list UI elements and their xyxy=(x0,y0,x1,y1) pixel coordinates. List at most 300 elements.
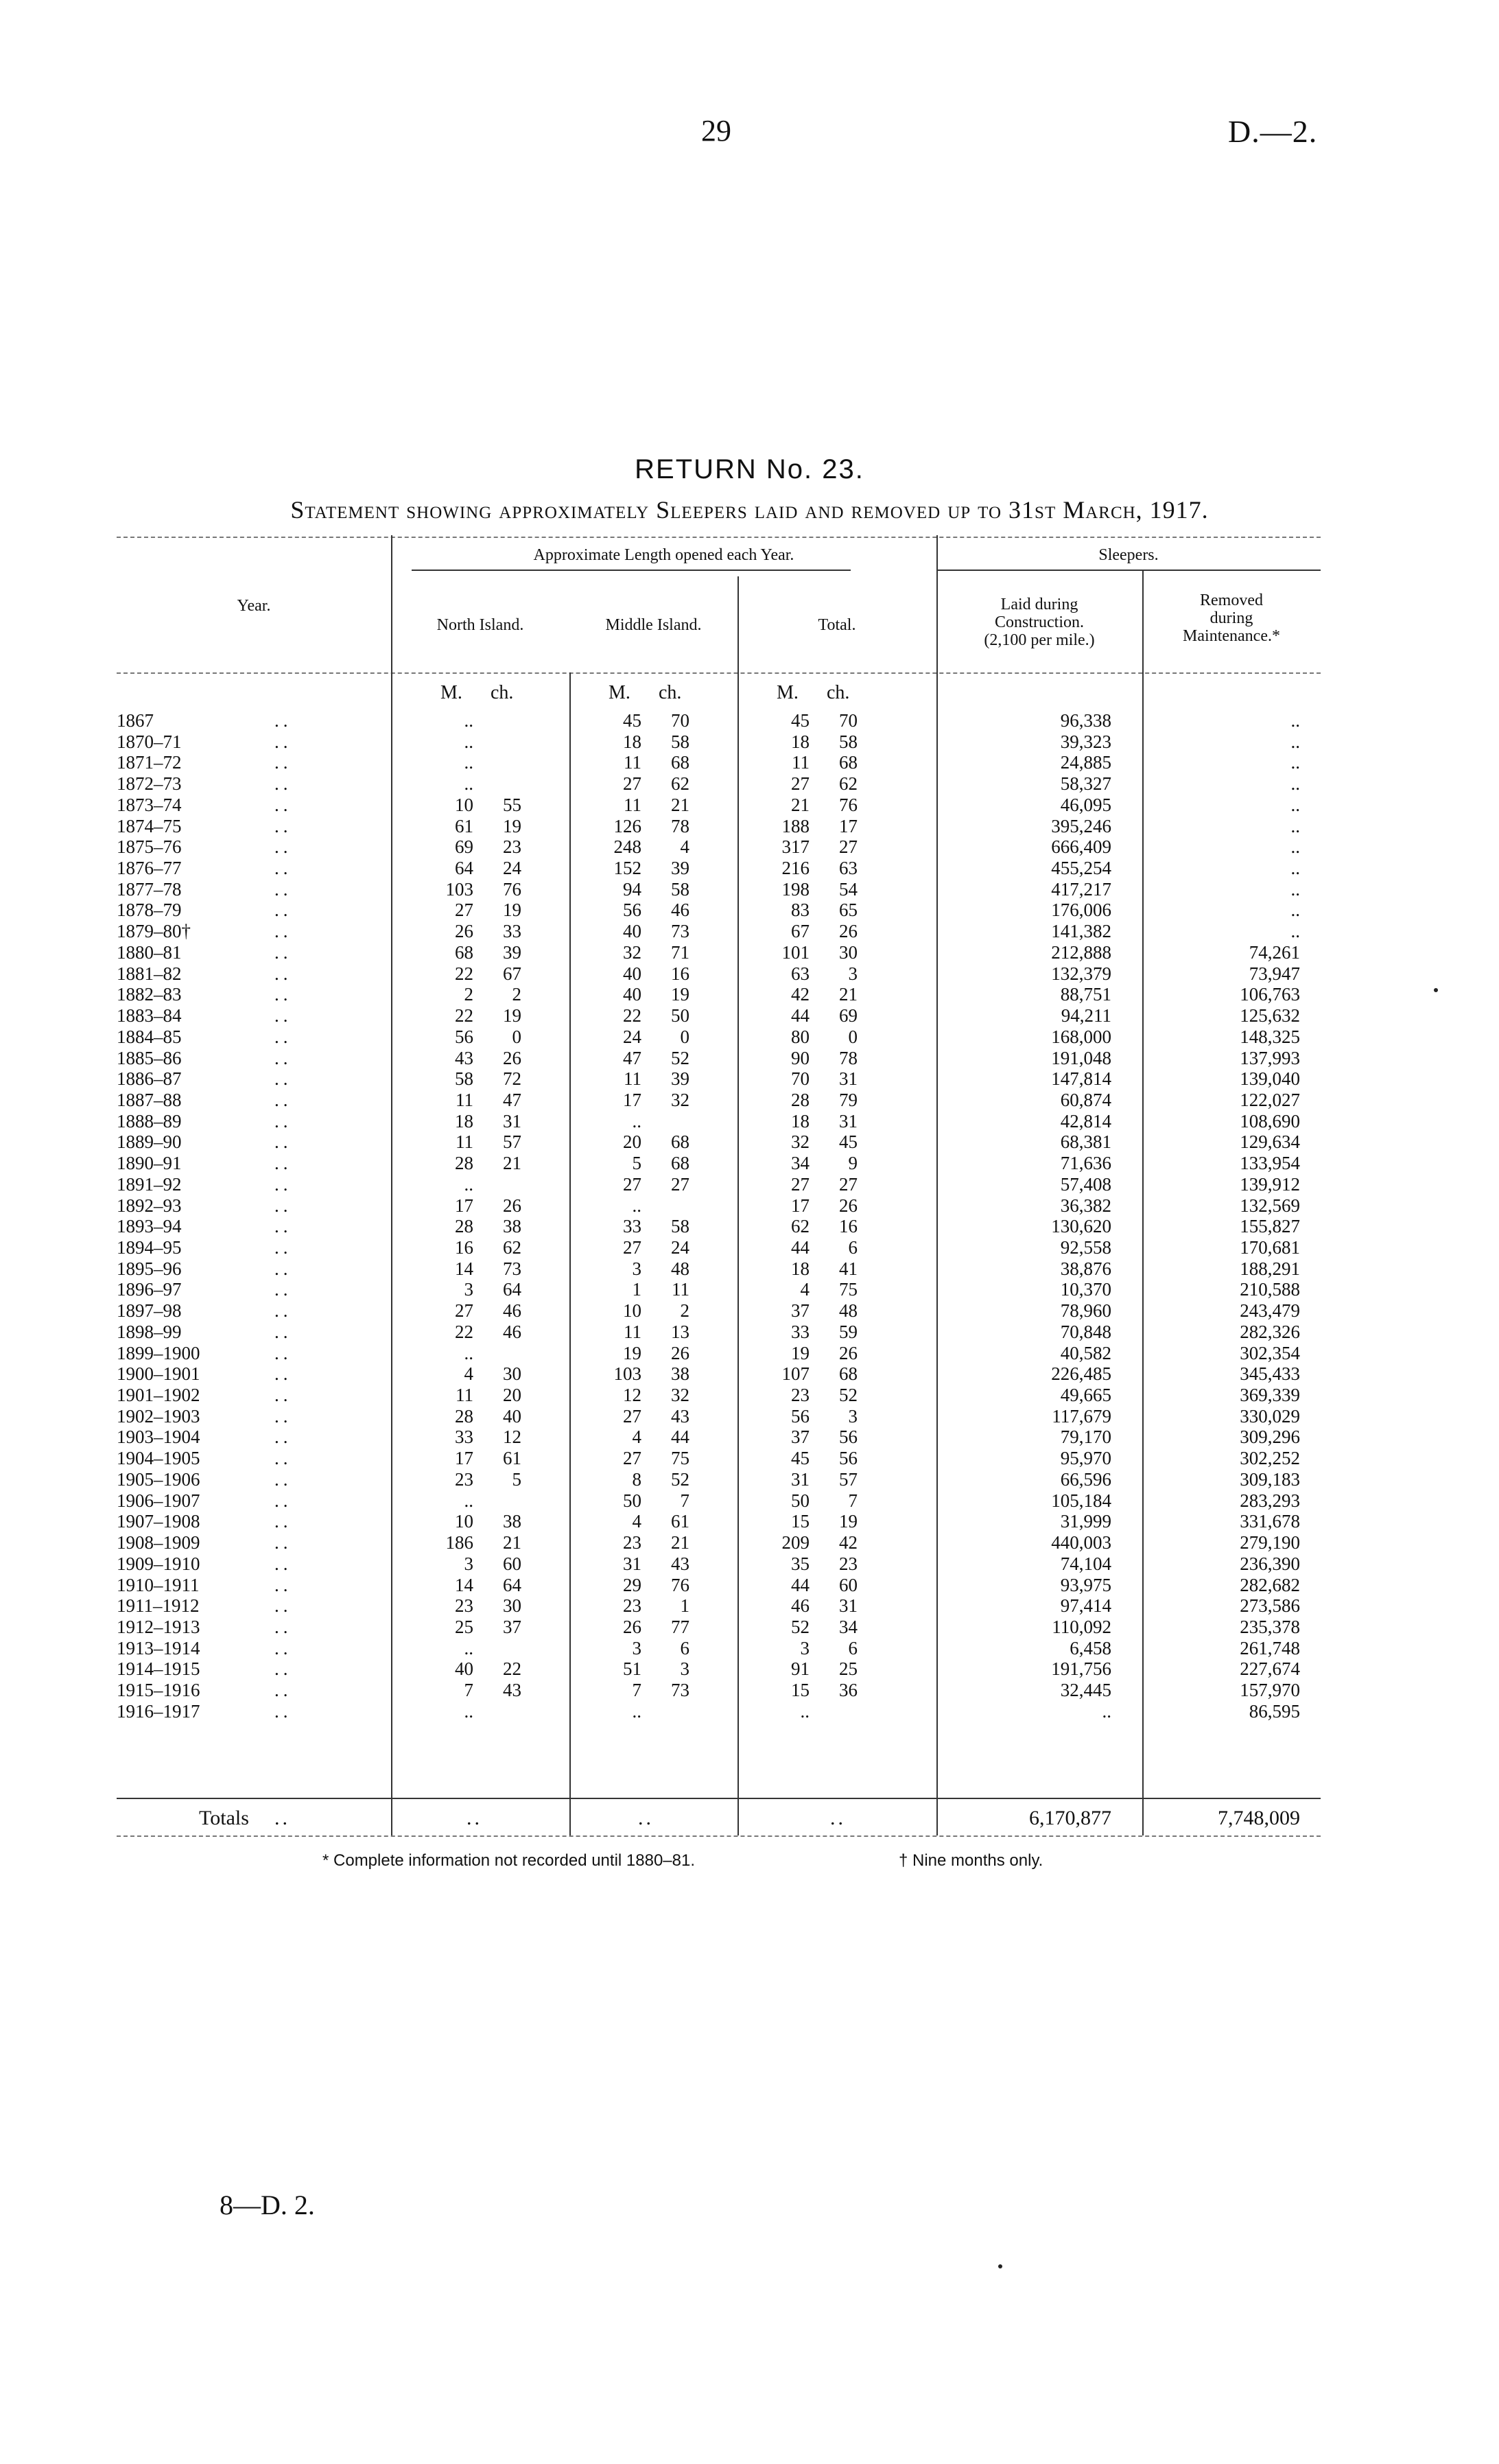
cell-tc: 57 xyxy=(839,1468,858,1490)
cell-tc: 31 xyxy=(839,1068,858,1090)
cell-y: 1897–98 xyxy=(117,1300,182,1322)
cell-nm: .. xyxy=(464,1342,473,1363)
cell-mc: 61 xyxy=(671,1511,689,1532)
cell-mm: 40 xyxy=(623,921,641,942)
cell-y: 1888–89 xyxy=(117,1110,182,1131)
cell-nc: 5 xyxy=(512,1468,521,1490)
cell-rem: .. xyxy=(1290,710,1300,731)
cell-tm: 11 xyxy=(792,752,810,773)
cell-rem: 282,326 xyxy=(1240,1321,1300,1342)
cell-laid: 78,960 xyxy=(1060,1300,1111,1322)
cell-tc: 52 xyxy=(839,1385,858,1406)
cell-mm: 12 xyxy=(623,1385,641,1406)
cell-rem: 86,595 xyxy=(1249,1700,1300,1722)
unit-middle-m: M. xyxy=(609,682,630,703)
cell-mm: 5 xyxy=(632,1153,641,1174)
cell-tm: 80 xyxy=(791,1026,810,1047)
cell-nm: 10 xyxy=(455,794,473,815)
cell-laid: 58,327 xyxy=(1060,773,1111,795)
cell-rem: 243,479 xyxy=(1240,1300,1300,1322)
cell-mm: 4 xyxy=(632,1511,641,1532)
cell-mm: 103 xyxy=(613,1363,641,1385)
totals-row xyxy=(117,1805,1321,1832)
cell-nm: 22 xyxy=(455,963,473,984)
cell-rem: 345,433 xyxy=(1240,1363,1300,1385)
cell-y: 1885–86 xyxy=(117,1047,182,1068)
cell-rem: 133,954 xyxy=(1240,1153,1300,1174)
table-row xyxy=(117,1532,1321,1553)
cell-mc: 52 xyxy=(671,1047,689,1068)
leader-dots: .. xyxy=(274,773,292,795)
cell-nc: 67 xyxy=(503,963,521,984)
cell-y: 1898–99 xyxy=(117,1321,182,1342)
cell-laid: 93,975 xyxy=(1060,1574,1111,1595)
cell-nm: .. xyxy=(464,1173,473,1195)
leader-dots: .. xyxy=(274,1511,292,1532)
cell-tc: 56 xyxy=(839,1427,858,1448)
cell-mc: 68 xyxy=(671,752,689,773)
cell-nc: 30 xyxy=(503,1363,521,1385)
cell-tm: 91 xyxy=(791,1658,810,1680)
cell-nm: 40 xyxy=(455,1658,473,1680)
cell-nc: 46 xyxy=(503,1321,521,1342)
leader-dots: .. xyxy=(274,1005,292,1026)
cell-nc: 26 xyxy=(503,1047,521,1068)
cell-rem: .. xyxy=(1290,836,1300,858)
cell-mc: 62 xyxy=(671,773,689,795)
leader-dots: .. xyxy=(274,1680,292,1701)
cell-mc: 50 xyxy=(671,1005,689,1026)
header-north-island: North Island. xyxy=(436,616,524,634)
cell-y: 1886–87 xyxy=(117,1068,182,1090)
cell-laid: 130,620 xyxy=(1051,1216,1111,1237)
cell-mm: 11 xyxy=(624,1321,641,1342)
table-row xyxy=(117,710,1321,731)
cell-mm: 18 xyxy=(623,731,641,752)
cell-tm: 17 xyxy=(791,1195,810,1216)
cell-nc: 60 xyxy=(503,1553,521,1574)
cell-nc: 2 xyxy=(512,984,521,1005)
cell-tm: 209 xyxy=(781,1532,810,1553)
cell-laid: 455,254 xyxy=(1051,858,1111,879)
table-row xyxy=(117,1406,1321,1427)
cell-mm: 248 xyxy=(613,836,641,858)
cell-mm: 11 xyxy=(624,794,641,815)
cell-mc: 19 xyxy=(671,984,689,1005)
cell-nm: 64 xyxy=(455,858,473,879)
cell-tc: 79 xyxy=(839,1089,858,1110)
cell-tc: 75 xyxy=(839,1279,858,1300)
unit-total-m: M. xyxy=(777,682,799,703)
cell-tc: 63 xyxy=(839,858,858,879)
cell-nm: .. xyxy=(464,1637,473,1658)
cell-rem: 309,296 xyxy=(1240,1427,1300,1448)
cell-laid: 6,458 xyxy=(1070,1637,1111,1658)
cell-laid: 176,006 xyxy=(1051,900,1111,921)
cell-rem: 148,325 xyxy=(1240,1026,1300,1047)
cell-laid: 666,409 xyxy=(1051,836,1111,858)
leader-dots: .. xyxy=(274,984,292,1005)
table-row xyxy=(117,1216,1321,1237)
cell-nm: 23 xyxy=(455,1595,473,1617)
leader-dots: .. xyxy=(274,1468,292,1490)
cell-y: 1892–93 xyxy=(117,1195,182,1216)
cell-mc: 16 xyxy=(671,963,689,984)
cell-mc: 32 xyxy=(671,1089,689,1110)
header-middle-island: Middle Island. xyxy=(605,616,702,634)
leader-dots: .. xyxy=(274,1363,292,1385)
cell-nc: 64 xyxy=(503,1279,521,1300)
cell-y: 1878–79 xyxy=(117,900,182,921)
cell-tc: 17 xyxy=(839,815,858,836)
cell-tm: 19 xyxy=(791,1342,810,1363)
cell-mc: 58 xyxy=(671,731,689,752)
cell-nm: 17 xyxy=(455,1448,473,1469)
cell-laid: 132,379 xyxy=(1051,963,1111,984)
cell-nm: 25 xyxy=(455,1616,473,1637)
table-row xyxy=(117,1680,1321,1701)
cell-tc: 19 xyxy=(839,1511,858,1532)
signature-mark: 8—D. 2. xyxy=(220,2190,315,2220)
cell-tc: 27 xyxy=(839,1173,858,1195)
cell-y: 1902–1903 xyxy=(117,1405,200,1427)
cell-nm: .. xyxy=(464,1700,473,1722)
cell-mm: 47 xyxy=(623,1047,641,1068)
cell-nc: 33 xyxy=(503,921,521,942)
cell-nm: 22 xyxy=(455,1321,473,1342)
cell-rem: 227,674 xyxy=(1240,1658,1300,1680)
cell-y: 1874–75 xyxy=(117,815,182,836)
cell-laid: 68,381 xyxy=(1060,1131,1111,1153)
cell-nm: .. xyxy=(464,752,473,773)
cell-nm: 26 xyxy=(455,921,473,942)
cell-tm: 188 xyxy=(781,815,810,836)
cell-y: 1882–83 xyxy=(117,984,182,1005)
leader-dots: .. xyxy=(274,1047,292,1068)
cell-mc: 21 xyxy=(671,794,689,815)
unit-middle-ch: ch. xyxy=(659,682,682,703)
cell-mc: 58 xyxy=(671,878,689,900)
totals-middle: .. xyxy=(638,1807,654,1829)
cell-rem: 273,586 xyxy=(1240,1595,1300,1617)
cell-nm: 3 xyxy=(464,1553,473,1574)
cell-mm: 11 xyxy=(624,752,641,773)
cell-y: 1879–80† xyxy=(117,921,191,942)
leader-dots: .. xyxy=(274,1637,292,1658)
cell-nm: 56 xyxy=(455,1026,473,1047)
leader-dots: .. xyxy=(274,815,292,836)
cell-y: 1895–96 xyxy=(117,1258,182,1279)
page-number: 29 xyxy=(701,114,731,148)
cell-y: 1871–72 xyxy=(117,752,182,773)
cell-nm: 43 xyxy=(455,1047,473,1068)
cell-laid: 147,814 xyxy=(1051,1068,1111,1090)
cell-y: 1883–84 xyxy=(117,1005,182,1026)
cell-nc: 43 xyxy=(503,1680,521,1701)
cell-nm: 33 xyxy=(455,1427,473,1448)
cell-tm: 63 xyxy=(791,963,810,984)
cell-mm: 40 xyxy=(623,963,641,984)
cell-mm: 4 xyxy=(632,1427,641,1448)
document-reference: D.—2. xyxy=(1228,114,1318,149)
table-row xyxy=(117,1068,1321,1090)
cell-mc: 52 xyxy=(671,1468,689,1490)
cell-rem: 139,912 xyxy=(1240,1173,1300,1195)
cell-nc: 57 xyxy=(503,1131,521,1153)
leader-dots: .. xyxy=(274,1153,292,1174)
table-row xyxy=(117,1638,1321,1659)
leader-dots: .. xyxy=(274,1279,292,1300)
cell-tm: 107 xyxy=(781,1363,810,1385)
cell-mc: 58 xyxy=(671,1216,689,1237)
cell-nm: 23 xyxy=(455,1468,473,1490)
cell-rem: .. xyxy=(1290,815,1300,836)
cell-tc: 3 xyxy=(848,1405,858,1427)
leader-dots: .. xyxy=(274,1553,292,1574)
table-row xyxy=(117,984,1321,1005)
cell-y: 1894–95 xyxy=(117,1237,182,1258)
cell-tc: 70 xyxy=(839,710,858,731)
cell-rem: 125,632 xyxy=(1240,1005,1300,1026)
cell-y: 1875–76 xyxy=(117,836,182,858)
cell-laid: 42,814 xyxy=(1060,1110,1111,1131)
cell-laid: 31,999 xyxy=(1060,1511,1111,1532)
cell-mc: 7 xyxy=(680,1490,689,1511)
sleepers-table xyxy=(117,535,1321,1839)
cell-mm: 152 xyxy=(613,858,641,879)
table-row xyxy=(117,1490,1321,1512)
cell-laid: 57,408 xyxy=(1060,1173,1111,1195)
cell-tm: 317 xyxy=(781,836,810,858)
cell-nc: 24 xyxy=(503,858,521,879)
footnote-asterisk: * Complete information not recorded until 1880–81. xyxy=(322,1851,695,1870)
cell-nm: .. xyxy=(464,773,473,795)
cell-nm: 4 xyxy=(464,1363,473,1385)
cell-tm: 83 xyxy=(791,900,810,921)
table-row xyxy=(117,942,1321,963)
cell-nm: 3 xyxy=(464,1279,473,1300)
table-row xyxy=(117,1701,1321,1722)
cell-laid: 74,104 xyxy=(1060,1553,1111,1574)
leader-dots: .. xyxy=(274,1342,292,1363)
cell-laid: 36,382 xyxy=(1060,1195,1111,1216)
leader-dots: .. xyxy=(274,1110,292,1131)
cell-tc: 65 xyxy=(839,900,858,921)
cell-tm: 31 xyxy=(791,1468,810,1490)
table-row xyxy=(117,1595,1321,1617)
cell-y: 1889–90 xyxy=(117,1131,182,1153)
cell-mm: 94 xyxy=(623,878,641,900)
leader-dots: .. xyxy=(274,1216,292,1237)
header-total: Total. xyxy=(818,616,856,634)
table-row xyxy=(117,752,1321,773)
cell-nm: 11 xyxy=(456,1385,473,1406)
table-row xyxy=(117,1258,1321,1280)
cell-laid: 96,338 xyxy=(1060,710,1111,731)
cell-nm: 16 xyxy=(455,1237,473,1258)
table-row xyxy=(117,1617,1321,1638)
cell-rem: 331,678 xyxy=(1240,1511,1300,1532)
cell-mm: 40 xyxy=(623,984,641,1005)
cell-rem: 132,569 xyxy=(1240,1195,1300,1216)
cell-mc: 77 xyxy=(671,1616,689,1637)
cell-rem: 108,690 xyxy=(1240,1110,1300,1131)
cell-mc: 73 xyxy=(671,1680,689,1701)
cell-laid: 32,445 xyxy=(1060,1680,1111,1701)
cell-tc: 68 xyxy=(839,1363,858,1385)
cell-laid: 60,874 xyxy=(1060,1089,1111,1110)
cell-mc: 21 xyxy=(671,1532,689,1553)
cell-mm: 11 xyxy=(624,1068,641,1090)
cell-rem: 309,183 xyxy=(1240,1468,1300,1490)
leader-dots: .. xyxy=(274,752,292,773)
cell-mm: 50 xyxy=(623,1490,641,1511)
cell-tc: 54 xyxy=(839,878,858,900)
cell-rem: 302,354 xyxy=(1240,1342,1300,1363)
header-year: Year. xyxy=(237,597,271,615)
unit-north-ch: ch. xyxy=(491,682,514,703)
cell-nc: 22 xyxy=(503,1658,521,1680)
cell-mm: 23 xyxy=(623,1595,641,1617)
cell-laid: 212,888 xyxy=(1051,941,1111,963)
leader-dots: .. xyxy=(274,1405,292,1427)
cell-laid: 38,876 xyxy=(1060,1258,1111,1279)
cell-nm: 28 xyxy=(455,1216,473,1237)
cell-tm: 32 xyxy=(791,1131,810,1153)
cell-mc: 4 xyxy=(680,836,689,858)
table-row xyxy=(117,731,1321,753)
cell-mc: 71 xyxy=(671,941,689,963)
table-row xyxy=(117,963,1321,985)
cell-tc: 6 xyxy=(848,1637,858,1658)
table-bottom-rule xyxy=(117,1835,1321,1837)
cell-laid: 191,048 xyxy=(1051,1047,1111,1068)
table-row xyxy=(117,1553,1321,1575)
cell-mm: .. xyxy=(632,1195,641,1216)
cell-nc: 12 xyxy=(503,1427,521,1448)
table-row xyxy=(117,1448,1321,1469)
cell-mc: 38 xyxy=(671,1363,689,1385)
cell-rem: 369,339 xyxy=(1240,1385,1300,1406)
totals-label: Totals xyxy=(199,1807,249,1829)
cell-tm: 4 xyxy=(800,1279,810,1300)
cell-mc: 48 xyxy=(671,1258,689,1279)
cell-mc: 39 xyxy=(671,1068,689,1090)
cell-nc: 64 xyxy=(503,1574,521,1595)
cell-tm: 46 xyxy=(791,1595,810,1617)
header-laid xyxy=(936,596,1142,649)
cell-rem: 282,682 xyxy=(1240,1574,1300,1595)
cell-tc: 6 xyxy=(848,1237,858,1258)
cell-tc: 26 xyxy=(839,1195,858,1216)
cell-tm: 56 xyxy=(791,1405,810,1427)
cell-y: 1877–78 xyxy=(117,878,182,900)
cell-nm: 18 xyxy=(455,1110,473,1131)
leader-dots: .. xyxy=(274,1700,292,1722)
length-group-rule xyxy=(412,570,851,571)
cell-y: 1901–1902 xyxy=(117,1385,200,1406)
table-row xyxy=(117,1322,1321,1343)
cell-tc: 78 xyxy=(839,1047,858,1068)
cell-y: 1867 xyxy=(117,710,154,731)
cell-tc: 3 xyxy=(848,963,858,984)
cell-laid: 10,370 xyxy=(1060,1279,1111,1300)
table-row xyxy=(117,1363,1321,1385)
cell-tm: 45 xyxy=(791,1448,810,1469)
cell-tm: 15 xyxy=(791,1511,810,1532)
cell-y: 1899–1900 xyxy=(117,1342,200,1363)
cell-mc: 3 xyxy=(680,1658,689,1680)
cell-y: 1903–1904 xyxy=(117,1427,200,1448)
leader-dots: .. xyxy=(274,1195,292,1216)
cell-laid: 191,756 xyxy=(1051,1658,1111,1680)
table-row xyxy=(117,921,1321,942)
cell-tc: 69 xyxy=(839,1005,858,1026)
cell-rem: 122,027 xyxy=(1240,1089,1300,1110)
cell-tc: 62 xyxy=(839,773,858,795)
cell-nm: 103 xyxy=(445,878,473,900)
cell-y: 1872–73 xyxy=(117,773,182,795)
unit-total-ch: ch. xyxy=(827,682,850,703)
totals-laid: 6,170,877 xyxy=(1029,1807,1111,1829)
cell-tc: 36 xyxy=(839,1680,858,1701)
cell-rem: 106,763 xyxy=(1240,984,1300,1005)
cell-mm: 126 xyxy=(613,815,641,836)
table-row xyxy=(117,1279,1321,1300)
cell-laid: 105,184 xyxy=(1051,1490,1111,1511)
cell-mc: 13 xyxy=(671,1321,689,1342)
cell-y: 1916–1917 xyxy=(117,1700,200,1722)
cell-rem: .. xyxy=(1290,794,1300,815)
cell-tm: 21 xyxy=(791,794,810,815)
cell-tc: 27 xyxy=(839,836,858,858)
cell-laid: 79,170 xyxy=(1060,1427,1111,1448)
cell-tm: 52 xyxy=(791,1616,810,1637)
cell-tm: .. xyxy=(800,1700,810,1722)
cell-tc: 7 xyxy=(848,1490,858,1511)
leader-dots: .. xyxy=(274,900,292,921)
table-row xyxy=(117,1427,1321,1448)
leader-dots: .. xyxy=(274,1385,292,1406)
cell-nm: 11 xyxy=(456,1089,473,1110)
cell-mc: 24 xyxy=(671,1237,689,1258)
cell-tm: 44 xyxy=(791,1005,810,1026)
totals-removed: 7,748,009 xyxy=(1218,1807,1300,1829)
cell-rem: 155,827 xyxy=(1240,1216,1300,1237)
cell-y: 1909–1910 xyxy=(117,1553,200,1574)
cell-y: 1893–94 xyxy=(117,1216,182,1237)
cell-tc: 0 xyxy=(848,1026,858,1047)
cell-rem: .. xyxy=(1290,731,1300,752)
cell-tc: 31 xyxy=(839,1110,858,1131)
cell-nc: 21 xyxy=(503,1532,521,1553)
cell-rem: .. xyxy=(1290,773,1300,795)
table-row xyxy=(117,1575,1321,1596)
leader-dots: .. xyxy=(274,1321,292,1342)
cell-tc: 30 xyxy=(839,941,858,963)
cell-mm: 20 xyxy=(623,1131,641,1153)
cell-nm: 2 xyxy=(464,984,473,1005)
cell-laid: 97,414 xyxy=(1060,1595,1111,1617)
cell-y: 1890–91 xyxy=(117,1153,182,1174)
table-row xyxy=(117,795,1321,816)
cell-mm: 32 xyxy=(623,941,641,963)
cell-tc: 48 xyxy=(839,1300,858,1322)
leader-dots: .. xyxy=(274,1258,292,1279)
cell-rem: .. xyxy=(1290,752,1300,773)
cell-mm: .. xyxy=(632,1700,641,1722)
totals-leader-dots: .. xyxy=(274,1807,290,1829)
